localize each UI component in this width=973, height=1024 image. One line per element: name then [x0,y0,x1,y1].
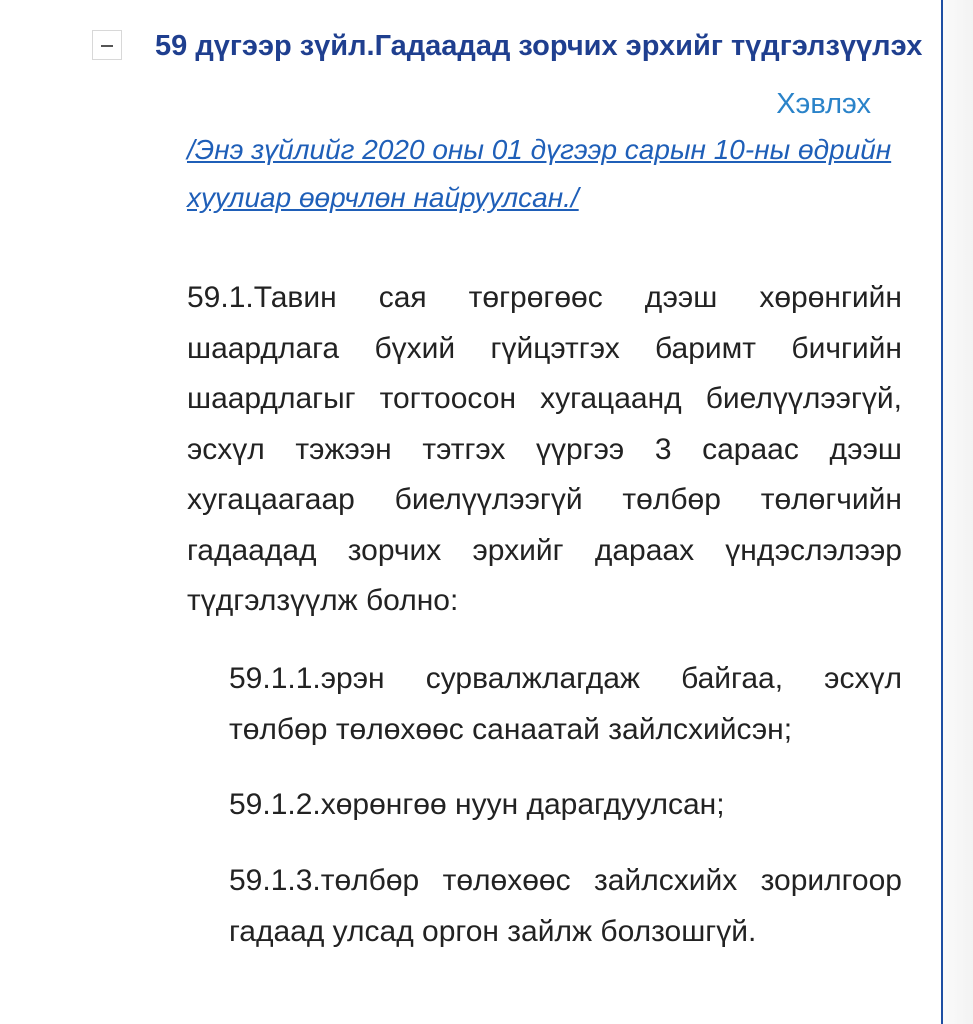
scroll-margin [943,0,973,1024]
amendment-note-line-2: хуулиар өөрчлөн найруулсан./ [187,182,579,213]
article-title[interactable]: 59 дүгээр зүйл.Гадаадад зорчих эрхийг түдгэлзүүлэх [155,30,923,62]
minus-icon [101,45,113,47]
paragraph-59-1: 59.1.Тавин сая төгрөгөөс дээш хөрөнгийн шаардлага бүхий гүйцэтгэх баримт бичгийн шаардлагыг тогтоосон хугацаанд биелүүлээгүй, эсхүл тэжээн тэтгэх үүргээ 3 сараас дээш хугацаагаар биелүүлээгүй төлбөр төлөгчийн гадаадад зорчих эрхийг дараах үндэслэлээр түдгэлзүүлж болно: [187,281,902,617]
print-link[interactable]: Хэвлэх [776,88,871,120]
paragraph-59-1-2: 59.1.2.хөрөнгөө нуун дарагдуулсан; [229,788,725,821]
amendment-note-line-1: /Энэ зүйлийг 2020 оны 01 дүгээр сарын 10-ны өдрийн [187,134,892,165]
paragraph-59-1-3: 59.1.3.төлбөр төлөхөөс зайлсхийх зорилгоор гадаад улсад оргон зайлж болзошгүй. [229,864,902,948]
amendment-note-link[interactable] [187,126,891,222]
collapse-toggle-button[interactable] [92,30,122,60]
paragraph-59-1-1: 59.1.1.эрэн сурвалжлагдаж байгаа, эсхүл төлбөр төлөхөөс санаатай зайлсхийсэн; [229,662,902,746]
